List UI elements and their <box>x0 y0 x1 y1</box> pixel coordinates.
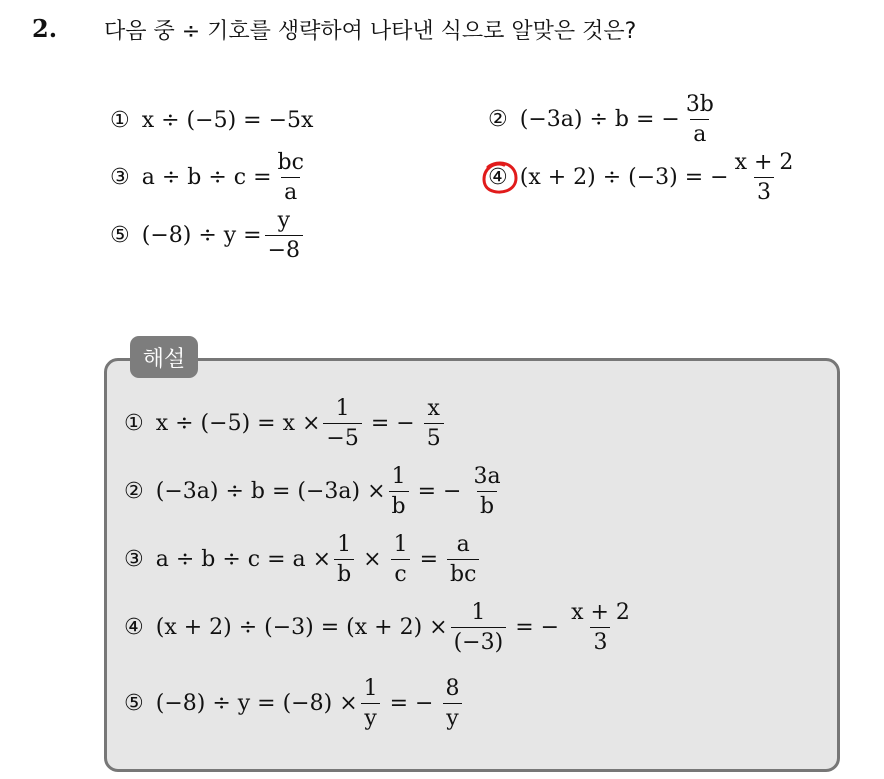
fraction <box>275 150 307 206</box>
fraction-denominator: (−3) <box>451 627 507 655</box>
fraction-numerator: x + 2 <box>571 600 630 625</box>
fraction-numerator: y <box>277 208 291 233</box>
choice-1[interactable] <box>110 108 313 133</box>
fraction <box>323 396 361 452</box>
choice-5[interactable] <box>110 208 306 264</box>
choice-expression <box>520 150 800 206</box>
fraction <box>391 532 411 588</box>
solution-line-5 <box>124 676 466 732</box>
solution-expression: a ÷ b ÷ c = a × <box>155 547 332 573</box>
solution-operator: × <box>363 547 382 573</box>
expression-lhs: (−8) ÷ y = <box>141 223 262 249</box>
choice-expression <box>520 92 720 148</box>
choice-4[interactable] <box>488 150 799 206</box>
fraction-denominator: b <box>334 559 354 587</box>
fraction-denominator: c <box>391 559 409 587</box>
fraction-numerator: 3b <box>685 92 714 117</box>
choice-mark <box>488 165 508 190</box>
fraction-denominator: bc <box>447 559 479 587</box>
fraction-numerator: x <box>427 396 440 421</box>
fraction-denominator: 3 <box>754 177 774 205</box>
fraction-denominator: a <box>690 119 709 147</box>
fraction-numerator: 3a <box>473 464 501 489</box>
fraction-numerator: x + 2 <box>734 150 794 175</box>
fraction <box>451 600 507 656</box>
solution-operator: = − <box>389 691 434 717</box>
fraction-numerator: 1 <box>391 464 406 489</box>
solution-expression: (x + 2) ÷ (−3) = (x + 2) × <box>155 615 448 641</box>
choice-expression: x ÷ (−5) = −5x <box>141 108 314 133</box>
fraction-numerator: 1 <box>335 396 350 421</box>
choice-mark: ③ <box>110 165 130 191</box>
red-answer-circle-icon <box>480 159 520 197</box>
fraction-denominator: b <box>477 491 497 519</box>
fraction-denominator: y <box>361 703 379 731</box>
solution-mark: ② <box>124 479 144 505</box>
solution-expression: (−3a) ÷ b = (−3a) × <box>155 479 386 505</box>
solution-line-1 <box>124 396 447 452</box>
expression-lhs: (−3a) ÷ b = − <box>519 107 680 133</box>
fraction-numerator: 1 <box>363 676 378 701</box>
fraction-numerator: 1 <box>393 532 408 557</box>
expression-lhs: (x + 2) ÷ (−3) = − <box>519 165 729 191</box>
solution-operator: = − <box>515 615 560 641</box>
solution-line-2 <box>124 464 507 520</box>
solution-mark: ⑤ <box>124 691 144 717</box>
fraction-numerator: 8 <box>445 676 460 701</box>
solution-tab: 해설 <box>130 336 198 378</box>
question-number: 2. <box>32 14 58 43</box>
choice-expression <box>142 208 306 264</box>
fraction <box>265 208 303 264</box>
fraction <box>470 464 503 520</box>
solution-mark: ① <box>124 411 144 437</box>
choice-2[interactable] <box>488 92 720 148</box>
fraction-denominator: a <box>281 177 300 205</box>
fraction <box>334 532 354 588</box>
solution-line-3 <box>124 532 482 588</box>
fraction-numerator: 1 <box>471 600 486 625</box>
solution-mark: ④ <box>124 615 144 641</box>
fraction-denominator: b <box>389 491 409 519</box>
solution-operator: = − <box>417 479 462 505</box>
fraction-denominator: 5 <box>424 423 444 451</box>
question-text: 다음 중 ÷ 기호를 생략하여 나타낸 식으로 알맞은 것은? <box>104 19 637 44</box>
fraction <box>683 92 717 148</box>
choice-mark-text: ④ <box>488 165 508 191</box>
solution-expression: (−8) ÷ y = (−8) × <box>155 691 358 717</box>
fraction <box>568 600 633 656</box>
fraction <box>389 464 409 520</box>
fraction-numerator: 1 <box>337 532 352 557</box>
solution-operator: = − <box>370 411 415 437</box>
fraction <box>447 532 479 588</box>
choice-mark: ② <box>488 107 508 133</box>
fraction <box>424 396 444 452</box>
fraction <box>732 150 797 206</box>
solution-expression: x ÷ (−5) = x × <box>155 411 321 437</box>
choice-expression <box>142 150 310 206</box>
choice-mark: ① <box>110 108 130 133</box>
fraction-denominator: −5 <box>323 423 361 451</box>
fraction-denominator: −8 <box>265 235 303 263</box>
fraction-denominator: y <box>443 703 461 731</box>
solution-mark: ③ <box>124 547 144 573</box>
expression-lhs: a ÷ b ÷ c = <box>141 165 272 191</box>
choice-3[interactable] <box>110 150 310 206</box>
fraction <box>443 676 463 732</box>
fraction <box>361 676 381 732</box>
solution-line-4 <box>124 600 636 656</box>
fraction-numerator: a <box>456 532 470 557</box>
solution-operator: = <box>419 547 439 573</box>
choice-mark: ⑤ <box>110 223 130 249</box>
fraction-numerator: bc <box>277 150 304 175</box>
fraction-denominator: 3 <box>590 627 610 655</box>
